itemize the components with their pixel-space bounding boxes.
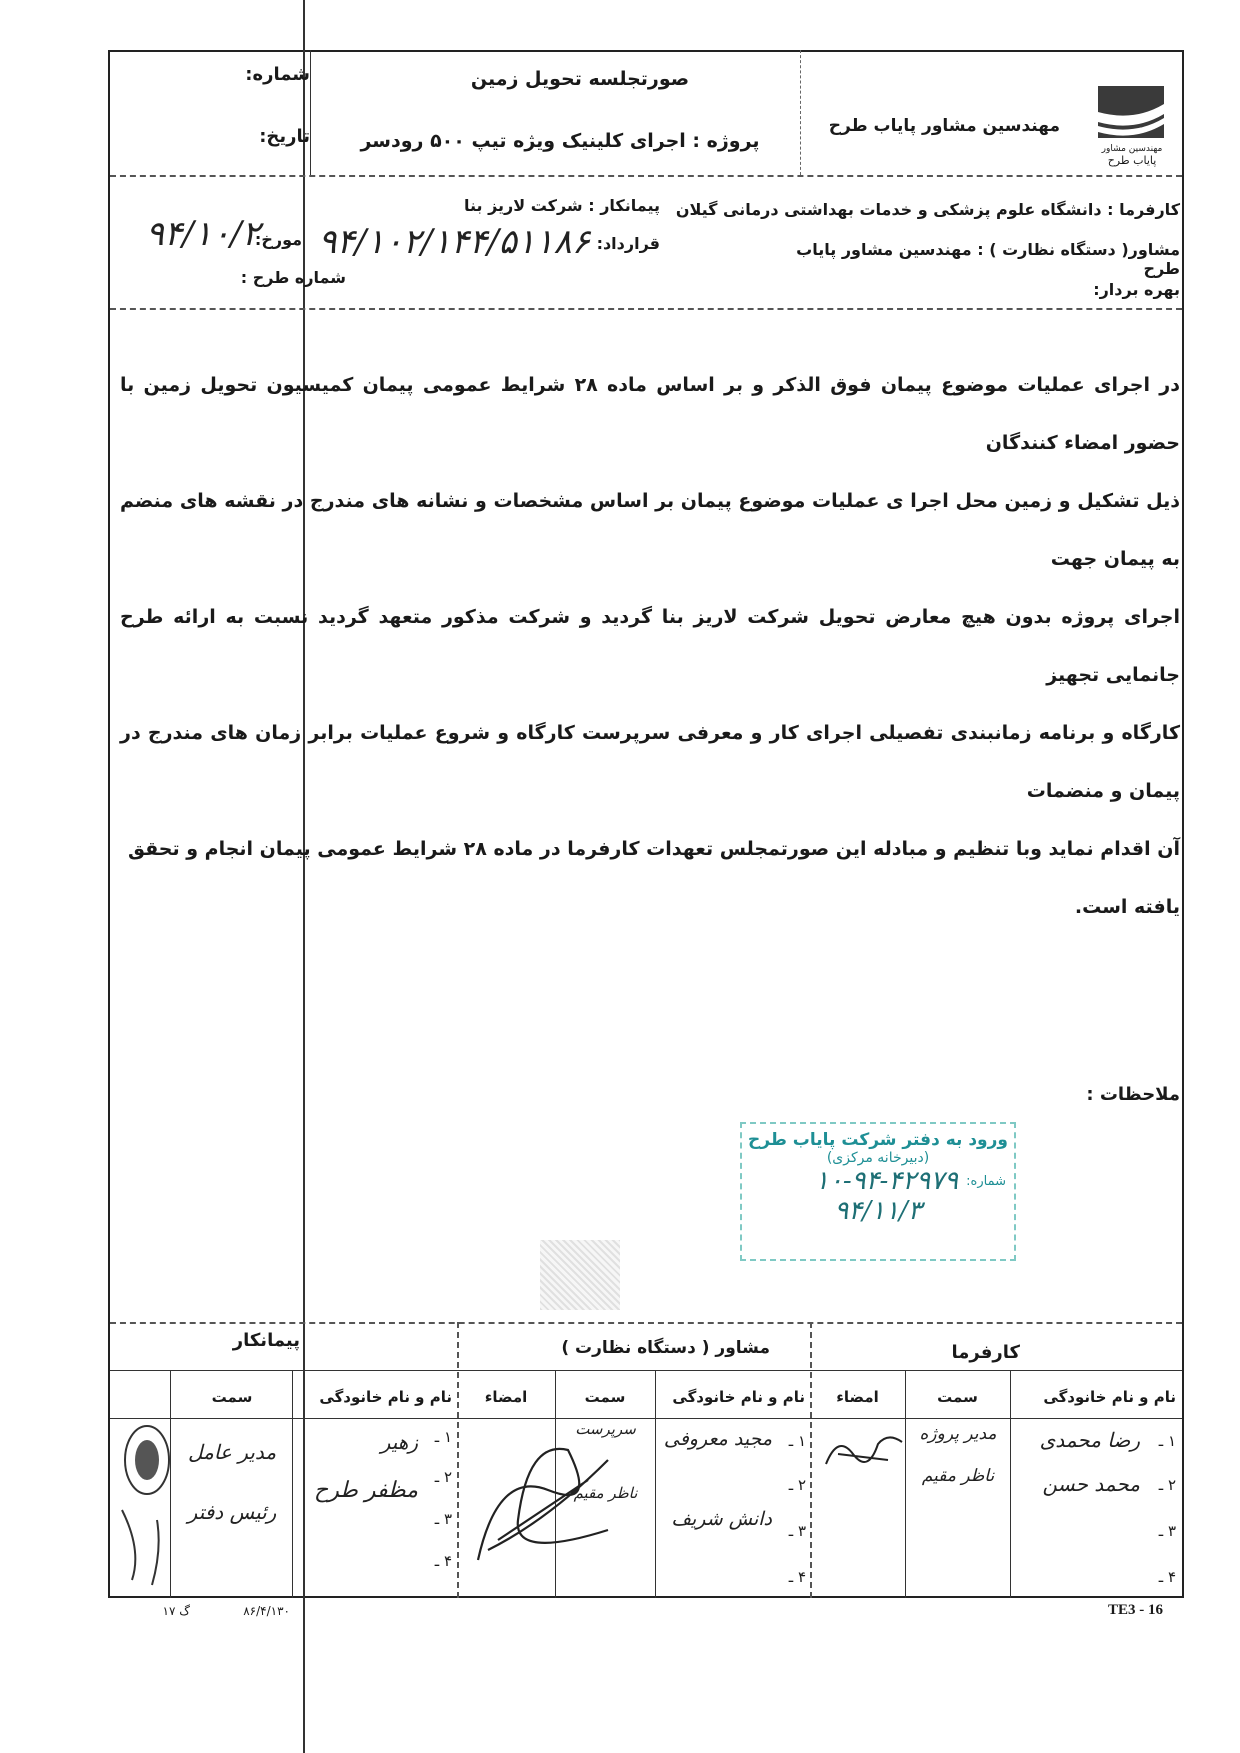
consultant-row-number: ۱ ـ: [788, 1432, 806, 1450]
contractor-row-number: ۲ ـ: [434, 1468, 452, 1486]
company-logo: [1094, 82, 1170, 166]
employer-role: ناظر مقیم: [921, 1466, 995, 1486]
operator-label: بهره بردار:: [1093, 280, 1180, 299]
table-subheader-rule: [110, 1418, 1182, 1419]
employer-row-number: ۴ ـ: [1158, 1568, 1176, 1586]
consultant-row-number: ۴ ـ: [788, 1568, 806, 1586]
table-top-rule: [110, 1322, 1182, 1324]
consultant-row-number: ۳ ـ: [788, 1522, 806, 1540]
header-divider-left: [310, 50, 311, 175]
contractor-role: رئیس دفتر: [187, 1500, 277, 1524]
employer-col-name: نام و نام خانودگی: [1043, 1388, 1176, 1406]
employer-row-number: ۱ ـ: [1158, 1432, 1176, 1450]
stamp-number: ۱۰-۹۴-۴۲۹۷۹: [814, 1166, 959, 1196]
contractor-row-number: ۱ ـ: [434, 1428, 452, 1446]
table-col-consultant-employer: [810, 1322, 812, 1598]
form-date: ۸۶/۴/۱۳۰: [243, 1604, 290, 1618]
date-label: تاریخ:: [259, 126, 310, 147]
employer-col-signature: امضاء: [836, 1388, 879, 1406]
contractor-col-rule-1: [292, 1370, 293, 1598]
consultant-col-rule-1: [655, 1370, 656, 1598]
header-bottom-rule: [110, 175, 1182, 177]
contractor-company-seal: [112, 1400, 182, 1590]
contractor-role: مدیر عامل: [187, 1440, 277, 1464]
contractor-section-title: پیمانکار: [232, 1330, 300, 1351]
contractor-row-number: ۴ ـ: [434, 1552, 452, 1570]
employer-section-title: کارفرما: [951, 1342, 1020, 1363]
logo-caption-top: مهندسین مشاور: [1101, 144, 1163, 154]
consultant-col-name: نام و نام خانودگی: [672, 1388, 805, 1406]
consultant-name: مجید معروفی: [663, 1428, 772, 1450]
header-divider-right: [800, 50, 801, 175]
dated-label: مورخ:: [254, 230, 302, 249]
contract-label: قرارداد:: [596, 234, 660, 253]
form-ref: گ ۱۷: [162, 1604, 190, 1618]
body-line: در اجرای عملیات موضوع پیمان فوق الذکر و بر اساس ماده ۲۸ شرایط عمومی پیمان کمیسیون تحویل زمین با حضور امضاء کنندگان: [120, 374, 1180, 454]
consultant-row-number: ۲ ـ: [788, 1476, 806, 1494]
stamp-number-label: شماره:: [966, 1173, 1006, 1189]
contractor-col-name: نام و نام خانودگی: [319, 1388, 452, 1406]
employer-col-role: سمت: [937, 1388, 978, 1406]
info-bottom-rule: [110, 308, 1182, 310]
stamp-date: ۹۴/۱۱/۳: [834, 1196, 922, 1226]
design-number-label: شماره طرح :: [240, 268, 346, 287]
body-line: اجرای پروژه بدون هیچ معارض تحویل شرکت لاریز بنا گردید و شرکت مذکور متعهد گردید نسبت به ارائه طرح جانمایی تجهیز: [120, 606, 1180, 686]
consultant-section-title: مشاور ( دستگاه نظارت ): [561, 1338, 770, 1358]
employer-row-number: ۳ ـ: [1158, 1522, 1176, 1540]
project-title: پروژه : اجرای کلینیک ویژه تیپ ۵۰۰ رودسر: [360, 130, 760, 152]
stamp-line-2: (دبیرخانه مرکزی): [826, 1150, 930, 1166]
contractor-name: زهیر: [380, 1430, 418, 1454]
consultant-signature: [458, 1430, 628, 1580]
notes-label: ملاحظات :: [1086, 1084, 1180, 1105]
body-line: آن اقدام نماید وبا تنظیم و مبادله این صورتمجلس تعهدات کارفرما در ماده ۲۸ شرایط عمومی پیمان انجام و تحقق یافته است.: [128, 838, 1180, 918]
consultant-name: دانش شریف: [671, 1508, 772, 1530]
employer-row-number: ۲ ـ: [1158, 1476, 1176, 1494]
consultant-col-role: سمت: [584, 1388, 626, 1406]
consultant-line: مشاور( دستگاه نظارت ) : مهندسین مشاور پایاب طرح: [796, 240, 1180, 278]
contractor-line: پیمانکار : شرکت لاریز بنا: [463, 196, 660, 215]
table-header-rule: [110, 1370, 1182, 1371]
body-line: کارگاه و برنامه زمانبندی تفصیلی اجرای کار و معرفی سرپرست کارگاه و شروع عملیات برابر زمان های مندرج در پیمان و منضمات: [120, 722, 1180, 802]
consultant-col-signature: امضاء: [484, 1388, 528, 1406]
employer-col-rule-2: [905, 1370, 906, 1598]
contractor-row-number: ۳ ـ: [434, 1510, 452, 1528]
document-title: صورتجلسه تحویل زمین: [470, 68, 690, 90]
registration-stamp: [740, 1122, 1016, 1261]
consultant-name: مهندسین مشاور پایاب طرح: [828, 116, 1060, 136]
body-paragraph: [120, 356, 1180, 936]
stamp-line-1: ورود به دفتر شرکت پایاب طرح: [748, 1130, 1008, 1150]
employer-name: رضا محمدی: [1039, 1428, 1140, 1452]
number-label: شماره:: [245, 64, 310, 85]
employer-name: محمد حسن: [1042, 1472, 1140, 1496]
form-code: TE3 - 16: [1108, 1602, 1164, 1618]
employer-col-rule-1: [1010, 1370, 1011, 1598]
contractor-name: مظفر طرح: [314, 1478, 418, 1503]
dated-value: ۹۴/۱۰/۲: [145, 214, 260, 254]
employer-role: مدیر پروژه: [919, 1424, 997, 1444]
seal-watermark: [540, 1240, 620, 1310]
employer-signature: [818, 1424, 908, 1484]
employer-line: کارفرما : دانشگاه علوم پزشکی و خدمات بهداشتی درمانی گیلان: [675, 200, 1180, 219]
contract-number: ۹۴/۱۰۲/۱۴۴/۵۱۱۸۶: [318, 222, 590, 262]
consultant-role: سرپرست: [575, 1420, 636, 1438]
logo-caption-bottom: پایاب طرح: [1107, 154, 1157, 167]
contractor-col-role: سمت: [211, 1388, 253, 1406]
body-line: ذیل تشکیل و زمین محل اجرا ی عملیات موضوع پیمان بر اساس مشخصات و نشانه های مندرج در نقشه های منضم به پیمان جهت: [120, 490, 1180, 570]
consultant-role: ناظر مقیم: [573, 1484, 638, 1502]
